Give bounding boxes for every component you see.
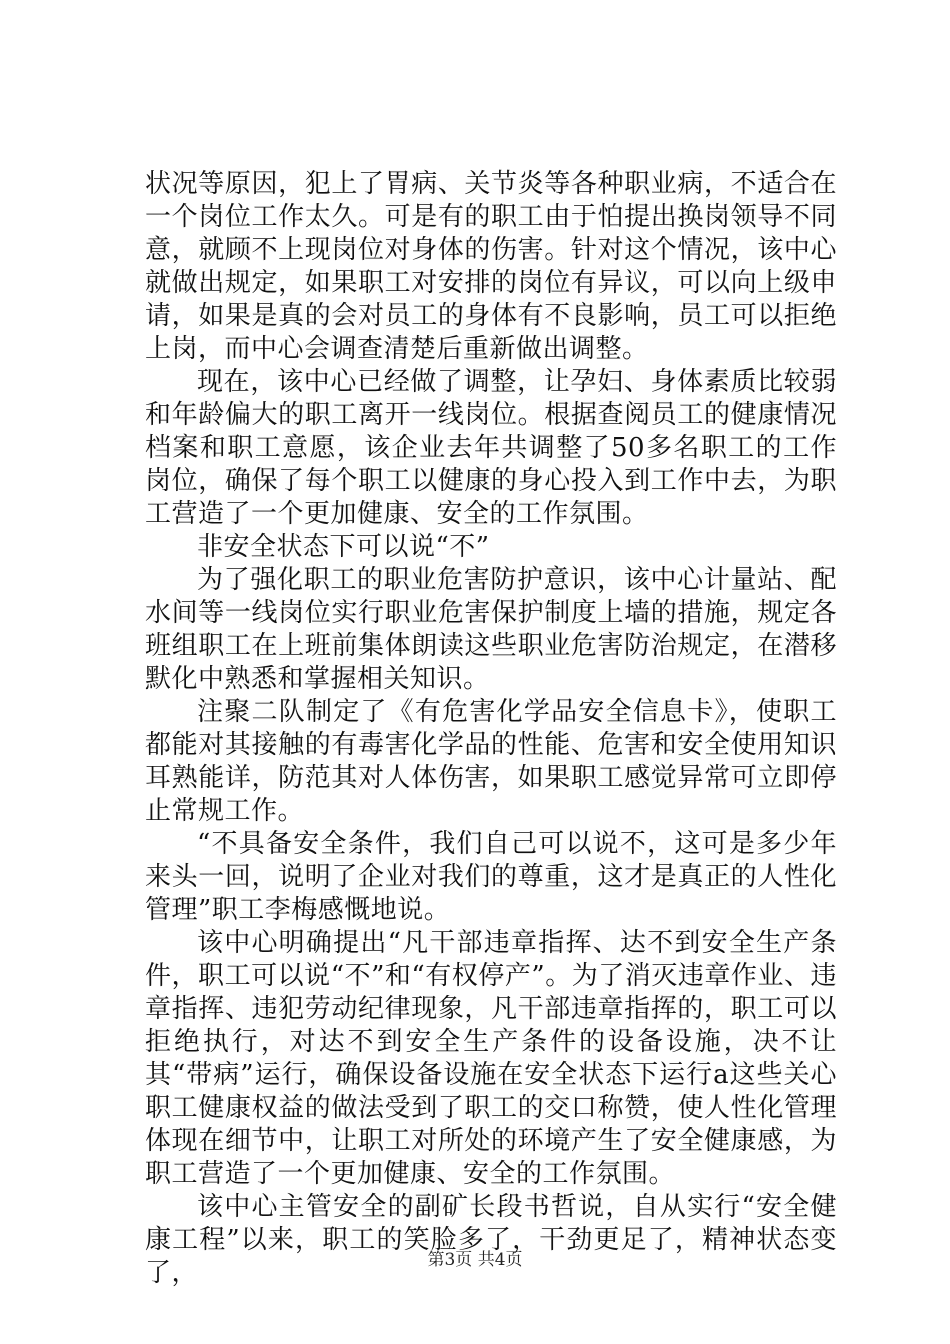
paragraph: 该中心主管安全的副矿长段书哲说，自从实行“安全健康工程”以来，职工的笑脸多了，干劲更足了，精神状态变了， — [145, 1192, 837, 1288]
document-body — [145, 168, 837, 1290]
paragraph-continuation: 状况等原因，犯上了胃病、关节炎等各种职业病，不适合在一个岗位工作太久。可是有的职工由于怕提出换岗领导不同意，就顾不上现岗位对身体的伤害。针对这个情况，该中心就做出规定，如果职工对安排的岗位有异议，可以向上级申请，如果是真的会对员工的身体有不良影响，员工可以拒绝上岗，而中心会调查清楚后重新做出调整。 — [145, 169, 837, 364]
paragraph: 现在，该中心已经做了调整，让孕妇、身体素质比较弱和年龄偏大的职工离开一线岗位。根据查阅员工的健康情况档案和职工意愿，该企业去年共调整了50多名职工的工作岗位，确保了每个职工以健康的身心投入到工作中去，为职工营造了一个更加健康、安全的工作氛围。 — [145, 367, 837, 529]
paragraph-quote: “不具备安全条件，我们自己可以说不，这可是多少年来头一回，说明了企业对我们的尊重，这才是真正的人性化管理”职工李梅感慨地说。 — [145, 829, 837, 925]
page-number-footer: 第3页 共4页 — [427, 1250, 523, 1270]
section-heading: 非安全状态下可以说“不” — [197, 532, 490, 562]
paragraph: 为了强化职工的职业危害防护意识，该中心计量站、配水间等一线岗位实行职业危害保护制度上墙的措施，规定各班组职工在上班前集体朗读这些职业危害防治规定，在潜移默化中熟悉和掌握相关知识。 — [145, 565, 837, 694]
paragraph: 该中心明确提出“凡干部违章指挥、达不到安全生产条件，职工可以说“不”和“有权停产”。为了消灭违章作业、违章指挥、违犯劳动纪律现象，凡干部违章指挥的，职工可以拒绝执行，对达不到安全生产条件的设备设施，决不让其“带病”运行，确保设备设施在安全状态下运行a这些关心职工健康权益的做法受到了职工的交口称赞，使人性化管理体现在细节中，让职工对所处的环境产生了安全健康感，为职工营造了一个更加健康、安全的工作氛围。 — [145, 928, 837, 1189]
paragraph: 注聚二队制定了《有危害化学品安全信息卡》，使职工都能对其接触的有毒害化学品的性能、危害和安全使用知识耳熟能详，防范其对人体伤害，如果职工感觉异常可立即停止常规工作。 — [145, 697, 837, 826]
